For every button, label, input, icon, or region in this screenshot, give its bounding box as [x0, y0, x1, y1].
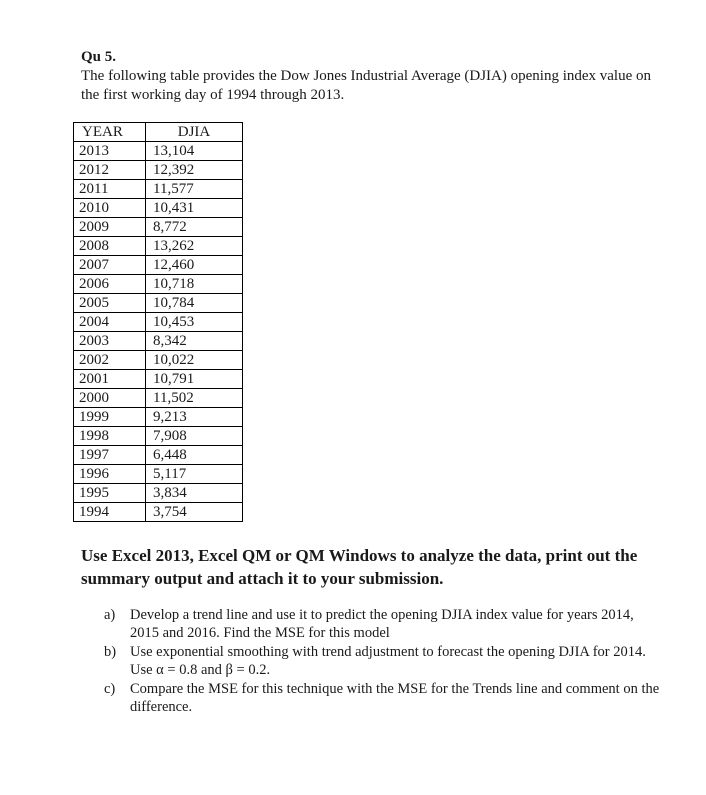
year-cell: 2011 — [74, 180, 146, 199]
table-row — [74, 503, 243, 522]
djia-cell: 13,104 — [146, 142, 243, 161]
instruction-text: Use Excel 2013, Excel QM or QM Windows to analyze the data, print out the summary output and attach it to your submission. — [81, 546, 638, 588]
task-marker: c) — [104, 681, 116, 697]
question-intro: The following table provides the Dow Jones Industrial Average (DJIA) opening index value on the first working day of 1994 through 2013. — [81, 68, 651, 103]
djia-cell: 12,392 — [146, 161, 243, 180]
task-text: Use exponential smoothing with trend adjustment to forecast the opening DJIA for 2014. Use α = 0.8 and β = 0.2. — [130, 644, 646, 678]
year-cell: 2002 — [74, 351, 146, 370]
year-cell: 1998 — [74, 427, 146, 446]
year-cell: 2005 — [74, 294, 146, 313]
table-row — [74, 332, 243, 351]
djia-cell: 10,791 — [146, 370, 243, 389]
task-list — [104, 606, 664, 717]
djia-cell: 5,117 — [146, 465, 243, 484]
table-row — [74, 161, 243, 180]
table-row — [74, 389, 243, 408]
table-row — [74, 180, 243, 199]
djia-cell: 3,754 — [146, 503, 243, 522]
djia-cell: 12,460 — [146, 256, 243, 275]
year-cell: 2006 — [74, 275, 146, 294]
djia-cell: 10,718 — [146, 275, 243, 294]
year-cell: 2009 — [74, 218, 146, 237]
table-row — [74, 313, 243, 332]
year-cell: 1997 — [74, 446, 146, 465]
task-marker: b) — [104, 644, 117, 660]
column-header-djia: DJIA — [146, 123, 243, 142]
year-cell: 2010 — [74, 199, 146, 218]
djia-cell: 10,784 — [146, 294, 243, 313]
year-cell: 2000 — [74, 389, 146, 408]
djia-cell: 11,577 — [146, 180, 243, 199]
year-cell: 2004 — [74, 313, 146, 332]
table-row — [74, 446, 243, 465]
column-header-year: YEAR — [74, 123, 146, 142]
year-cell: 1995 — [74, 484, 146, 503]
djia-table — [73, 122, 243, 522]
table-row — [74, 370, 243, 389]
table-row — [74, 275, 243, 294]
task-item — [104, 680, 664, 716]
djia-cell: 7,908 — [146, 427, 243, 446]
year-cell: 2003 — [74, 332, 146, 351]
task-item — [104, 606, 664, 642]
year-cell: 2001 — [74, 370, 146, 389]
task-text: Develop a trend line and use it to predict the opening DJIA index value for years 2014, 2015 and 2016. Find the MSE for this model — [130, 607, 634, 641]
table-row — [74, 199, 243, 218]
djia-cell: 9,213 — [146, 408, 243, 427]
table-header-row — [74, 123, 243, 142]
task-item — [104, 643, 664, 679]
table-row — [74, 294, 243, 313]
table-row — [74, 142, 243, 161]
djia-cell: 10,022 — [146, 351, 243, 370]
year-cell: 2012 — [74, 161, 146, 180]
question-heading: Qu 5. — [81, 49, 117, 65]
djia-cell: 10,453 — [146, 313, 243, 332]
task-text: Compare the MSE for this technique with the MSE for the Trends line and comment on the difference. — [130, 681, 660, 715]
year-cell: 1999 — [74, 408, 146, 427]
year-cell: 2007 — [74, 256, 146, 275]
djia-cell: 8,772 — [146, 218, 243, 237]
table-row — [74, 484, 243, 503]
table-row — [74, 237, 243, 256]
table-row — [74, 408, 243, 427]
table-row — [74, 427, 243, 446]
table-body — [74, 142, 243, 522]
djia-cell: 6,448 — [146, 446, 243, 465]
table-row — [74, 218, 243, 237]
djia-cell: 8,342 — [146, 332, 243, 351]
djia-cell: 10,431 — [146, 199, 243, 218]
table-row — [74, 465, 243, 484]
djia-cell: 3,834 — [146, 484, 243, 503]
year-cell: 1996 — [74, 465, 146, 484]
year-cell: 2008 — [74, 237, 146, 256]
task-marker: a) — [104, 607, 116, 623]
year-cell: 2013 — [74, 142, 146, 161]
year-cell: 1994 — [74, 503, 146, 522]
table-row — [74, 256, 243, 275]
djia-cell: 13,262 — [146, 237, 243, 256]
djia-cell: 11,502 — [146, 389, 243, 408]
table-row — [74, 351, 243, 370]
